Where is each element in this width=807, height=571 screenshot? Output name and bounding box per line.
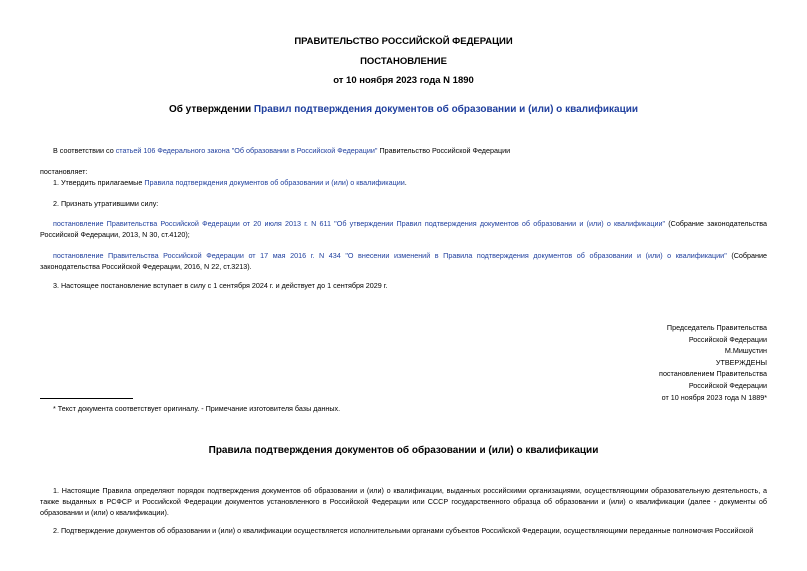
footnote-divider: [40, 398, 133, 399]
signature-country: Российской Федерации: [688, 334, 767, 344]
rules-paragraph-2: 2. Подтверждение документов об образовании и (или) о квалификации осуществляется исполнительными органами субъектов Российской Федерации, осуществляющими переданные полномочия Российской: [53, 526, 754, 535]
repeal-2-suffix: (Собрание законодательства Российской Федерации, 2016, N 22, ст.3213).: [40, 251, 767, 271]
repeal-1-suffix: (Собрание законодательства Российской Федерации, 2013, N 30, ст.4120);: [40, 219, 767, 239]
preamble: [53, 145, 510, 156]
approval-country: Российской Федерации: [688, 380, 767, 390]
document-title-link[interactable]: Правил подтверждения документов об образовании и (или) о квалификации: [253, 104, 639, 115]
law-article-link[interactable]: статьей 106 Федерального закона "Об образовании в Российской Федерации": [115, 146, 378, 155]
signature-block: [659, 322, 767, 403]
preamble-suffix: Правительство Российской Федерации: [377, 146, 511, 155]
signature-position: Председатель Правительства: [666, 323, 767, 332]
repeal-1-link[interactable]: постановление Правительства Российской Федерации от 20 июля 2013 г. N 611 "Об утверждении Правил подтверждения документов об образовании и (или) о квалификации": [53, 219, 666, 228]
signature-name: М.Мишустин: [724, 346, 767, 356]
approval-mark: УТВЕРЖДЕНЫ: [715, 357, 767, 367]
approval-by: постановлением Правительства: [659, 369, 767, 379]
item-1-suffix: .: [404, 178, 407, 187]
rules-link[interactable]: Правила подтверждения документов об образовании и (или) о квалификации: [144, 178, 405, 187]
approval-date: от 10 ноября 2023 года N 1889*: [661, 392, 767, 402]
footnote: * Текст документа соответствует оригиналу. - Примечание изготовителя базы данных.: [53, 404, 341, 413]
repeal-2-link[interactable]: постановление Правительства Российской Федерации от 17 мая 2016 г. N 434 "О внесении изменений в Правила подтверждения документов об образовании и (или) о квалификации": [53, 251, 727, 260]
item-1: [53, 177, 407, 188]
item-3: 3. Настоящее постановление вступает в силу с 1 сентября 2024 г. и действует до 1 сентября 2029 г.: [53, 281, 388, 290]
rules-title: Правила подтверждения документов об образовании и (или) о квалификации: [208, 445, 599, 456]
item-1-prefix: 1. Утвердить прилагаемые: [53, 178, 145, 187]
repeal-1: [40, 218, 767, 240]
repeal-2: [40, 250, 767, 272]
preamble-prefix: В соответствии со: [53, 146, 116, 155]
item-2: 2. Признать утратившими силу:: [53, 199, 159, 208]
document-type: ПОСТАНОВЛЕНИЕ: [360, 56, 447, 67]
document-date-number: от 10 ноября 2023 года N 1890: [333, 75, 474, 86]
rules-paragraph-1: 1. Настоящие Правила определяют порядок подтверждения документов об образовании и (или) о квалификации, выданных российскими организациями, осуществляющими образовательную деятельность, а также выданных в РСФСР и Российской Федерации документов установленного в Российской Федерации или СССР государственного образца об образовании и (или) о квалификации (далее - документы об образовании и (или) о квалификации).: [40, 486, 767, 517]
issuing-authority: ПРАВИТЕЛЬСТВО РОССИЙСКОЙ ФЕДЕРАЦИИ: [294, 36, 513, 47]
decree-word: постановляет:: [40, 167, 88, 176]
document-title-prefix: Об утверждении: [168, 104, 254, 115]
document-title: [0, 104, 807, 115]
